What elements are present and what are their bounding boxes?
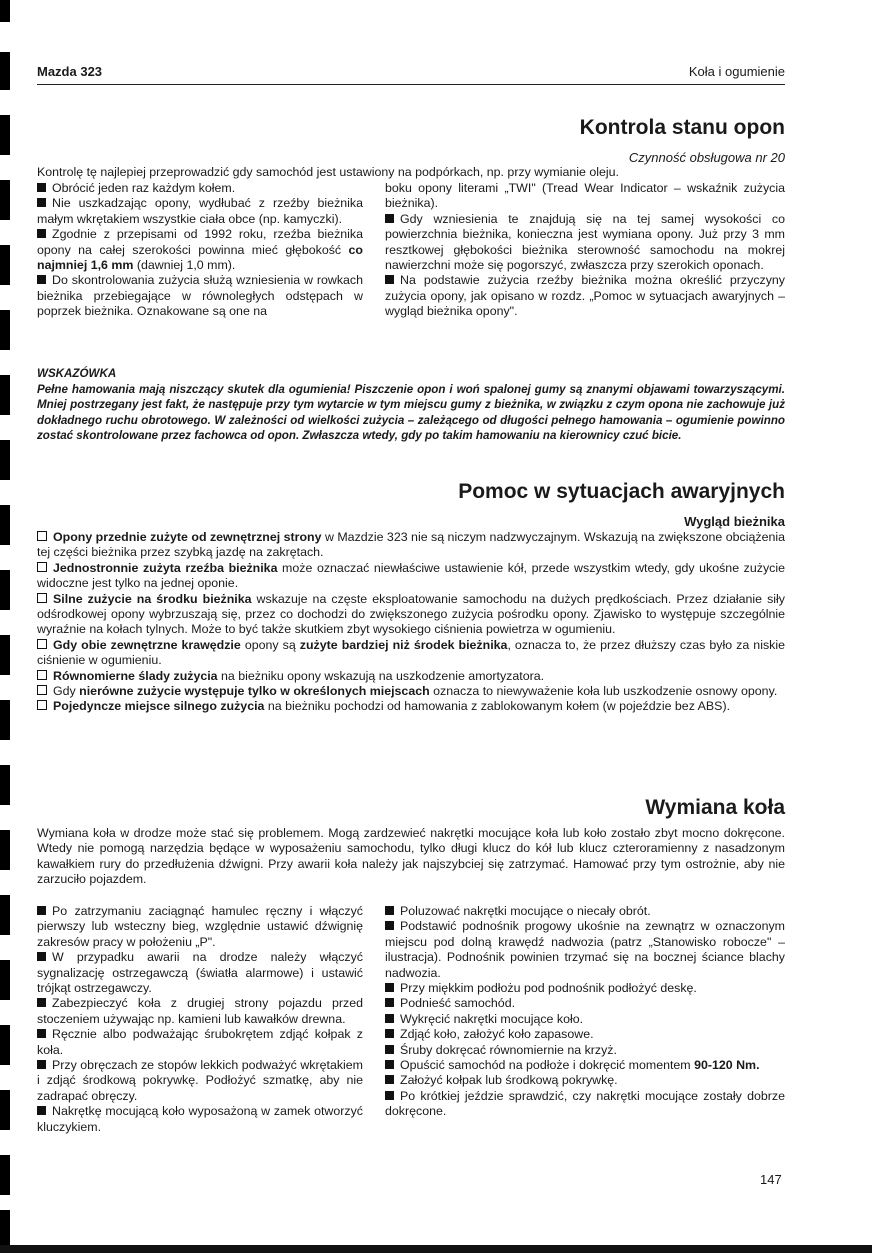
scan-binding-mark <box>0 375 10 415</box>
list-item <box>385 212 785 274</box>
scan-binding-mark <box>0 765 10 805</box>
list-item <box>37 1104 363 1135</box>
list-item <box>37 996 363 1027</box>
text: Zdjąć koło, założyć koło zapasowe. <box>400 1027 594 1042</box>
list-item <box>385 181 785 212</box>
list-item <box>37 592 785 638</box>
list-item <box>37 684 785 699</box>
list-item <box>37 196 363 227</box>
list-item <box>37 273 363 319</box>
bold-text: Jednostronnie zużyta rzeźba bieżnika <box>53 560 278 575</box>
scan-binding-mark <box>0 1155 10 1195</box>
text: wskazuje na częste eksploatowanie samochodu na dużych prędkościach. Przez działanie siły odśrodkowej opony wybrzuszają się, przez co dochodzi do zwiększonego zużycia pośrodku opony. Zjawisko to występuje szczególnie wyraźnie na kołach tylnych. Może to być także skutkiem zbyt wysokiego ciśnienia powietrza w ogumieniu. <box>37 591 785 637</box>
scan-bottom-edge <box>0 1245 872 1253</box>
text: Poluzować nakrętki mocujące o niecały obrót. <box>400 904 651 918</box>
list-item <box>37 904 363 950</box>
text: Nakrętkę mocującą koło wyposażoną w zamek otworzyć kluczykiem. <box>37 1104 363 1134</box>
wheel-change-left-column <box>37 904 363 1135</box>
text: Wykręcić nakrętki mocujące koło. <box>400 1011 584 1026</box>
bold-text: Silne zużycie na środku bieżnika <box>53 591 252 606</box>
text: boku opony literami „TWI" (Tread Wear Indicator – wskaźnik zużycia bieżnika). <box>385 181 785 211</box>
list-item <box>385 904 785 919</box>
scan-binding-mark <box>0 52 10 90</box>
list-item <box>37 669 785 684</box>
tip-text: Pełne hamowania mają niszczący skutek dla ogumienia! Piszczenie opon i woń spalonej gumy są znanymi objawami towarzyszącymi. Mniej postrzegany jest fakt, że następuje przy tym wytarcie w tym miejscu gumy z bieżnika, w związku z czym opona nie zachowuje już dokładnego ruchu obrotowego. W zależności od wielkości zużycia – zależącego od długości pełnego hamowania – ogumienie powinno zostać skontrolowane przez fachowca od opon. Zwłaszcza wtedy, gdy po takim hamowaniu na kierownicy czuć bicie. <box>37 382 785 443</box>
scan-binding-mark <box>0 115 10 155</box>
section-title-wheel-change: Wymiana koła <box>645 796 785 819</box>
text: Podstawić podnośnik progowy ukośnie na zewnątrz w oznaczonym miejscu pod dolną krawędź nadwozia (patrz „Stanowisko robocze" – ilustracja). Podnośnik powinien trzymać się na bocznej ściance blachy nadwozia. <box>385 919 785 980</box>
list-item <box>37 1058 363 1104</box>
list-item <box>385 981 785 996</box>
section-title-tire-check: Kontrola stanu opon <box>579 116 785 139</box>
scan-binding-mark <box>0 1090 10 1130</box>
wheel-change-intro: Wymiana koła w drodze może stać się problemem. Mogą zardzewieć nakrętki mocujące koła lub koło zostało zbyt mocno dokręcone. Wtedy nie pomogą narzędzia będące w wyposażeniu samochodu, tylko długi klucz do kół lub klucz czteroramienny z nasadzonym kawałkiem rury do przedłużenia dźwigni. Przy awarii koła należy jak najszybciej się zatrzymać. Hamować przy tym ostrożnie, aby nie zarzuciło pojazdem. <box>37 826 785 887</box>
scan-binding-mark <box>0 505 10 545</box>
page-number: 147 <box>760 1172 782 1187</box>
text: Założyć kołpak lub środkową pokrywkę. <box>400 1073 618 1088</box>
list-item <box>37 1027 363 1058</box>
scan-binding-mark <box>0 1025 10 1065</box>
scan-binding-mark <box>0 700 10 740</box>
running-header-chapter: Koła i ogumienie <box>688 64 785 79</box>
list-item <box>37 181 363 196</box>
text: na bieżniku pochodzi od hamowania z zablokowanym kołem (w pojeździe bez ABS). <box>264 699 731 714</box>
bold-text: Opony przednie zużyte od zewnętrznej strony <box>53 530 322 544</box>
text: Po krótkiej jeździe sprawdzić, czy nakrętki mocujące zostały dobrze dokręcone. <box>385 1088 785 1119</box>
intro-paragraph: Kontrolę tę najlepiej przeprowadzić gdy samochód jest ustawiony na podpórkach, np. przy wymianie oleju. <box>37 165 619 179</box>
scan-binding-mark <box>0 180 10 220</box>
subsection-title-tread: Wygląd bieżnika <box>684 514 785 529</box>
section-title-emergency: Pomoc w sytuacjach awaryjnych <box>458 480 785 503</box>
wheel-change-right-column <box>385 904 785 1120</box>
bold-text: 90-120 Nm. <box>694 1058 760 1073</box>
text: Śruby dokręcać równomiernie na krzyż. <box>400 1042 617 1057</box>
list-item <box>37 638 785 669</box>
list-item <box>385 1089 785 1120</box>
text: oznacza to niewyważenie koła lub uszkodzenie osnowy opony. <box>429 684 778 699</box>
text: (dawniej 1,0 mm). <box>133 258 236 273</box>
text: Zabezpieczyć koła z drugiej strony pojazdu przed stoczeniem używając np. kamieni lub kawałków drewna. <box>37 996 363 1026</box>
text: Gdy <box>53 684 80 699</box>
header-rule <box>37 84 785 85</box>
scan-binding-mark <box>0 0 10 22</box>
text: może oznaczać niewłaściwe ustawienie kół, przede wszystkim wtedy, gdy ukośne zużycie widoczne jest tylko na jednej oponie. <box>37 560 785 591</box>
list-item <box>385 1043 785 1058</box>
list-item <box>37 561 785 592</box>
scan-binding-mark <box>0 310 10 350</box>
bold-text: Gdy obie zewnętrzne krawędzie <box>53 637 241 652</box>
text: Przy miękkim podłożu pod podnośnik podłożyć deskę. <box>400 981 697 996</box>
running-header-title: Mazda 323 <box>37 64 103 79</box>
list-item <box>385 1027 785 1042</box>
list-item <box>385 273 785 319</box>
text: Do skontrolowania zużycia służą wzniesienia w rowkach bieżnika przebiegające w równoległych odstępach w poprzek bieżnika. Oznakowane są one na <box>37 273 363 319</box>
maintenance-step-label: Czynność obsługowa nr 20 <box>628 150 785 165</box>
text: Po zatrzymaniu zaciągnąć hamulec ręczny i włączyć pierwszy lub wsteczny bieg, względnie ustawić dźwignię zakresów pracy w położeniu „P". <box>37 904 363 949</box>
scan-binding-mark <box>0 440 10 480</box>
text: na bieżniku opony wskazują na uszkodzenie amortyzatora. <box>217 668 545 683</box>
text: Gdy wzniesienia te znajdują się na tej samej wysokości co powierzchnia bieżnika, konieczna jest wymiana opony. Już przy 3 mm resztkowej głębokości bieżnika sterowność samochodu na mokrej nawierzchni może się pogorszyć, zwłaszcza przy szerokich oponach. <box>385 211 785 273</box>
list-item <box>385 919 785 981</box>
scan-binding-mark <box>0 635 10 675</box>
list-item <box>385 996 785 1011</box>
list-item <box>37 530 785 561</box>
text: W przypadku awarii na drodze należy włączyć sygnalizację ostrzegawczą (światła alarmowe) i ustawić trójkąt ostrzegawczy. <box>37 950 363 996</box>
text: , oznacza to, że przez dłuższy czas było za niskie ciśnienie w ogumieniu. <box>37 637 785 668</box>
scan-binding-mark <box>0 245 10 285</box>
list-item <box>385 1073 785 1088</box>
tip-title: WSKAZÓWKA <box>37 367 117 380</box>
tip-box <box>37 366 785 444</box>
text: Nie uszkadzając opony, wydłubać z rzeźby bieżnika małym wkrętakiem wszystkie ciała obce (np. kamyczki). <box>37 196 363 226</box>
text: opony są <box>240 637 300 652</box>
bold-text: nierówne zużycie występuje tylko w określonych miejscach <box>79 684 430 699</box>
bold-text: Równomierne ślady zużycia <box>53 668 218 683</box>
list-item <box>385 1058 785 1073</box>
scan-binding-mark <box>0 570 10 610</box>
bold-text: co najmniej 1,6 mm <box>37 242 363 273</box>
text: w Mazdzie 323 nie są niczym nadzwyczajnym. Wskazują na zwiększone obciążenia tej części bieżnika przez szybką jazdę na zakrętach. <box>37 530 786 560</box>
list-item <box>37 699 785 714</box>
text: Opuścić samochód na podłoże i dokręcić momentem <box>400 1058 695 1073</box>
text: Zgodnie z przepisami od 1992 roku, rzeźba bieżnika opony na całej szerokości powinna mieć głębokość <box>37 227 363 257</box>
text: Na podstawie zużycia rzeźby bieżnika można określić przyczyny zużycia opony, jak opisano w rozdz. „Pomoc w sytuacjach awaryjnych – wygląd bieżnika opony". <box>385 273 785 319</box>
scan-binding-mark <box>0 830 10 870</box>
text: Obrócić jeden raz każdym kołem. <box>52 181 236 195</box>
scan-binding-mark <box>0 960 10 1000</box>
list-item <box>37 950 363 996</box>
list-item <box>385 1012 785 1027</box>
text: Podnieść samochód. <box>400 996 516 1011</box>
tread-wear-list <box>37 530 785 715</box>
scan-binding-mark <box>0 895 10 935</box>
tire-check-right-column <box>385 181 785 320</box>
bold-text: Pojedyncze miejsce silnego zużycia <box>53 699 265 714</box>
text: Ręcznie albo podważając śrubokrętem zdjąć kołpak z koła. <box>37 1027 363 1057</box>
list-item <box>37 227 363 273</box>
bold-text: zużyte bardziej niż środek bieżnika <box>299 637 508 652</box>
text: Przy obręczach ze stopów lekkich podważyć wkrętakiem i zdjąć środkową pokrywkę. Podłożyć szmatkę, aby nie zadrapać obręczy. <box>37 1058 363 1103</box>
tire-check-left-column <box>37 181 363 320</box>
